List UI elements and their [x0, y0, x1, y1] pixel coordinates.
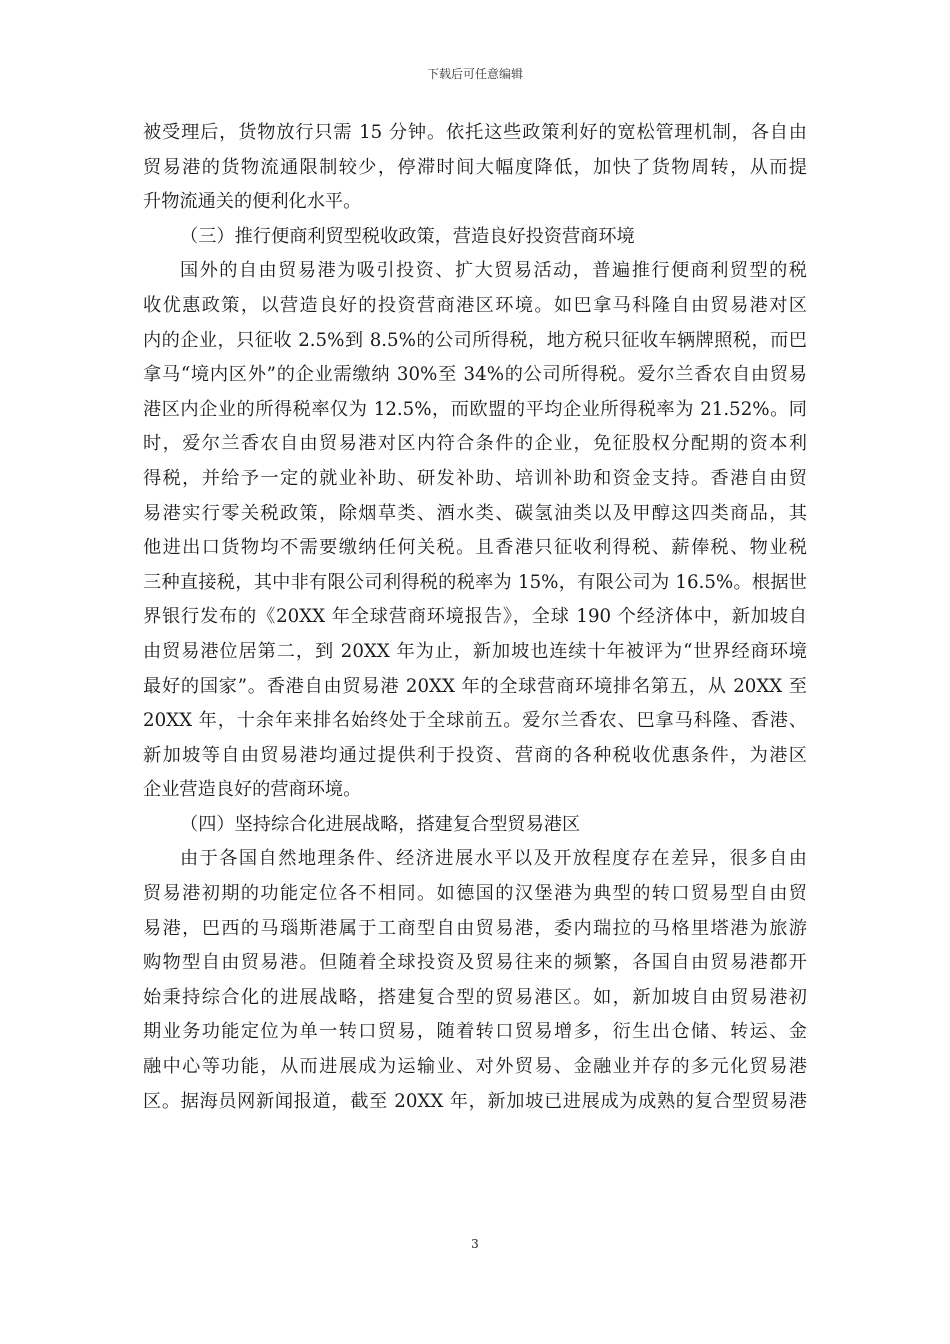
paragraph-line: 他进出口货物均不需要缴纳任何关税。且香港只征收利得税、薪俸税、物业税 — [143, 537, 807, 559]
paragraph-line: 贸易港初期的功能定位各不相同。如德国的汉堡港为典型的转口贸易型自由贸 — [143, 883, 807, 905]
section-heading: （三）推行便商利贸型税收政策，营造良好投资营商环境 — [180, 225, 635, 247]
paragraph-line: 由贸易港位居第二，到 20XX 年为止，新加坡也连续十年被评为“世界经商环境 — [143, 640, 807, 662]
section-heading: （四）坚持综合化进展战略，搭建复合型贸易港区 — [180, 813, 581, 835]
paragraph-line: 贸易港的货物流通限制较少，停滞时间大幅度降低，加快了货物周转，从而提 — [143, 156, 807, 178]
paragraph-line: 拿马“境内区外”的企业需缴纳 30%至 34%的公司所得税。爱尔兰香农自由贸易 — [143, 364, 807, 386]
paragraph-line: 收优惠政策，以营造良好的投资营商港区环境。如巴拿马科隆自由贸易港对区 — [143, 294, 807, 316]
paragraph-line: 新加坡等自由贸易港均通过提供利于投资、营商的各种税收优惠条件，为港区 — [143, 744, 807, 766]
page-header: 下载后可任意编辑 — [426, 67, 523, 81]
paragraph-line: 始秉持综合化的进展战略，搭建复合型的贸易港区。如，新加坡自由贸易港初 — [143, 986, 807, 1008]
page-number: 3 — [471, 1237, 479, 1251]
document-body — [143, 116, 807, 1119]
paragraph-line: 最好的国家”。香港自由贸易港 20XX 年的全球营商环境排名第五，从 20XX 至 — [143, 675, 807, 697]
paragraph-line: 期业务功能定位为单一转口贸易，随着转口贸易增多，衍生出仓储、转运、金 — [143, 1021, 807, 1043]
paragraph-line: 得税，并给予一定的就业补助、研发补助、培训补助和资金支持。香港自由贸 — [143, 467, 807, 489]
paragraph-line: 由于各国自然地理条件、经济进展水平以及开放程度存在差异，很多自由 — [180, 848, 807, 870]
paragraph-line: 内的企业，只征收 2.5%到 8.5%的公司所得税，地方税只征收车辆牌照税，而巴 — [143, 329, 807, 351]
paragraph-line: 港区内企业的所得税率仅为 12.5%，而欧盟的平均企业所得税率为 21.52%。同 — [143, 398, 807, 420]
paragraph-line: 20XX 年，十余年来排名始终处于全球前五。爱尔兰香农、巴拿马科隆、香港、 — [143, 710, 807, 732]
paragraph-line: 国外的自由贸易港为吸引投资、扩大贸易活动，普遍推行便商利贸型的税 — [180, 260, 807, 282]
paragraph-line: 被受理后，货物放行只需 15 分钟。依托这些政策利好的宽松管理机制，各自由 — [143, 122, 807, 143]
paragraph-line: 易港，巴西的马瑙斯港属于工商型自由贸易港，委内瑞拉的马格里塔港为旅游 — [143, 917, 807, 939]
paragraph-line: 升物流通关的便利化水平。 — [143, 191, 362, 213]
paragraph-line: 区。据海员网新闻报道，截至 20XX 年，新加坡已进展成为成熟的复合型贸易港 — [143, 1090, 807, 1112]
paragraph-line: 时，爱尔兰香农自由贸易港对区内符合条件的企业，免征股权分配期的资本利 — [143, 433, 807, 455]
paragraph-line: 购物型自由贸易港。但随着全球投资及贸易往来的频繁，各国自由贸易港都开 — [143, 952, 807, 974]
paragraph-line: 企业营造良好的营商环境。 — [143, 779, 362, 801]
paragraph-line: 三种直接税，其中非有限公司利得税的税率为 15%，有限公司为 16.5%。根据世 — [143, 571, 807, 593]
paragraph-line: 融中心等功能，从而进展成为运输业、对外贸易、金融业并存的多元化贸易港 — [143, 1056, 807, 1078]
paragraph-line: 界银行发布的《20XX 年全球营商环境报告》，全球 190 个经济体中，新加坡自 — [143, 606, 807, 628]
paragraph-line: 易港实行零关税政策，除烟草类、酒水类、碳氢油类以及甲醇这四类商品，其 — [143, 502, 807, 524]
